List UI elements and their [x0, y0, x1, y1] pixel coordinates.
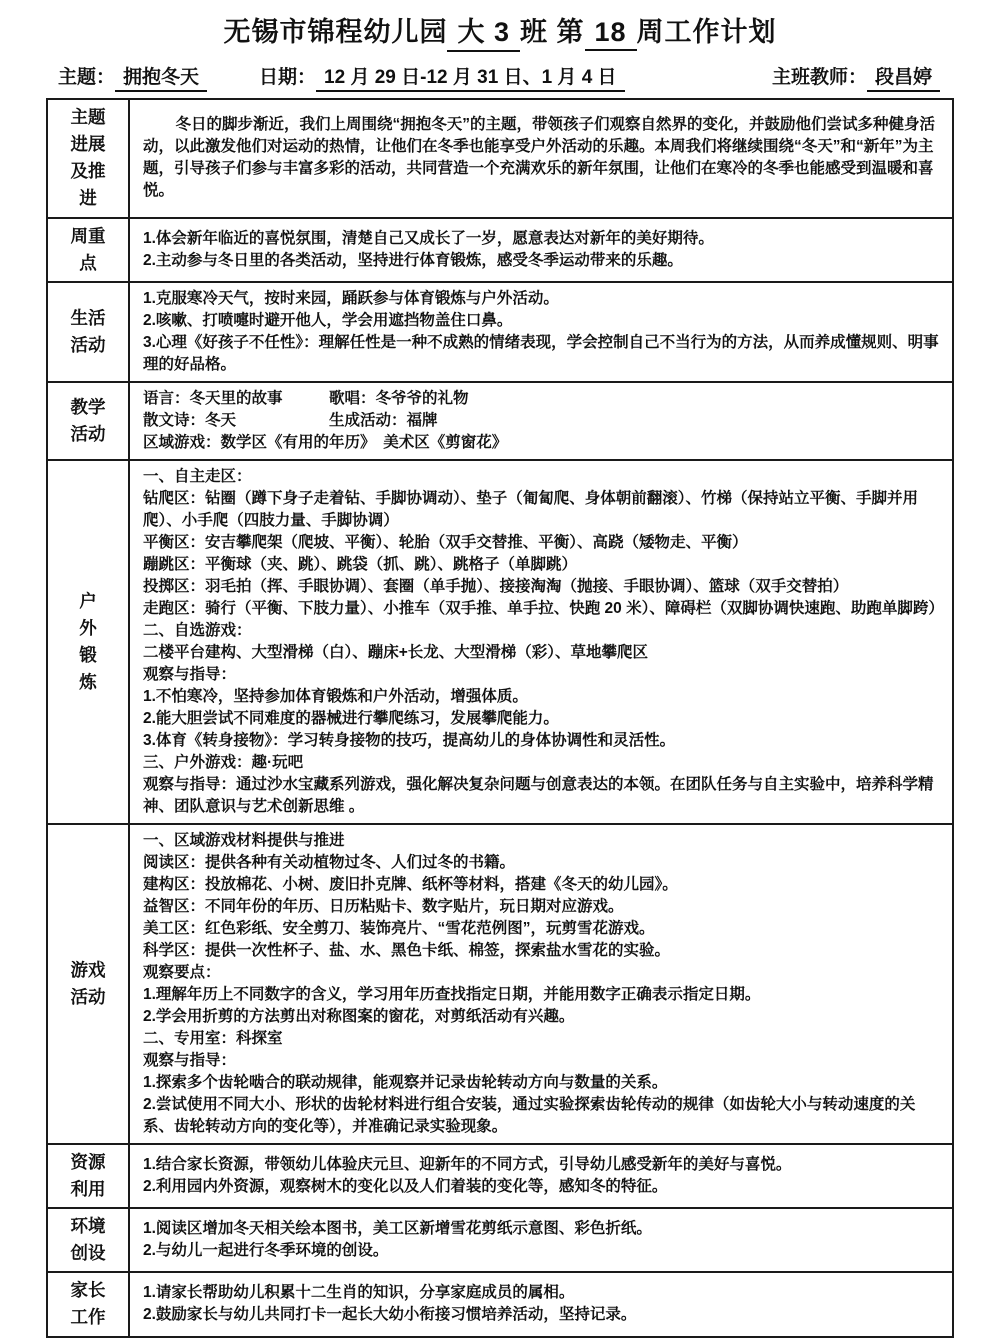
table-row: [47, 382, 953, 460]
table-row: [47, 282, 953, 382]
content-paragraph: 投掷区：羽毛拍（挥、手眼协调）、套圈（单手抛）、接接淘淘（抛接、手眼协调）、篮球（双手交替拍）: [143, 577, 849, 595]
content-paragraph: 2.与幼儿一起进行冬季环境的创设。: [143, 1242, 389, 1260]
content-paragraph: 钻爬区：钻圈（蹲下身子走着钻、手脚协调动）、垫子（匍匐爬、身体朝前翻滚）、竹梯（保持站立平衡、手脚并用爬）、小手爬（四肢力量、手脚协调）: [143, 489, 919, 529]
table-row: [47, 1272, 953, 1336]
content-paragraph: 2.尝试使用不同大小、形状的齿轮材料进行组合安装，通过实验探索齿轮传动的规律（如齿轮大小与转动速度的关系、齿轮转动方向的变化等），并准确记录实验现象。: [143, 1095, 916, 1135]
title-mid: 班 第: [519, 17, 585, 47]
content-paragraph: 二、专用室：科探室: [143, 1029, 283, 1047]
content-paragraph: 走跑区：骑行（平衡、下肢力量）、小推车（双手推、单手拉、快跑 20 米）、障碍栏（双脚协调快速跑、助跑单脚跨）: [143, 599, 944, 617]
content-paragraph: 益智区：不同年份的年历、日历粘贴卡、数字贴片，玩日期对应游戏。: [143, 897, 624, 915]
meta-header: [0, 62, 1000, 98]
content-paragraph: 一、自主走区：: [143, 467, 252, 485]
content-paragraph: 1.探索多个齿轮啮合的联动规律，能观察并记录齿轮转动方向与数量的关系。: [143, 1073, 668, 1091]
content-paragraph: 语言：冬天里的故事 歌唱：冬爷爷的礼物: [143, 389, 469, 407]
content-paragraph: 观察与指导：通过沙水宝藏系列游戏，强化解决复杂问题与创意表达的本领。在团队任务与自主实验中，培养科学精神、团队意识与艺术创新思维 。: [143, 775, 934, 815]
content-paragraph: 二楼平台建构、大型滑梯（白）、蹦床+长龙、大型滑梯（彩）、草地攀爬区: [143, 643, 649, 661]
row-label: 家长 工作: [47, 1272, 129, 1336]
content-paragraph: 平衡区：安吉攀爬架（爬坡、平衡）、轮胎（双手交替推、平衡）、高跷（矮物走、平衡）: [143, 533, 748, 551]
plan-table-body: [47, 99, 953, 1337]
page-title: [0, 10, 1000, 52]
table-row: [47, 1144, 953, 1208]
theme-value: 拥抱冬天: [115, 62, 207, 92]
date-value: 12 月 29 日-12 月 31 日、1 月 4 日: [316, 62, 625, 92]
row-label: 生活 活动: [47, 282, 129, 382]
theme-field: [58, 62, 207, 92]
row-content: [129, 99, 953, 218]
content-paragraph: 观察与指导：: [143, 1051, 237, 1069]
title-class-name: 大 3: [447, 10, 520, 52]
row-content: [129, 1208, 953, 1272]
row-label: 周重 点: [47, 218, 129, 282]
content-paragraph: 3.心理《好孩子不任性》：理解任性是一种不成熟的情绪表现，学会控制自己不当行为的方法，从而养成懂规则、明事理的好品格。: [143, 333, 939, 373]
theme-label: 主题：: [58, 67, 116, 88]
table-row: [47, 218, 953, 282]
row-label: 户 外 锻 炼: [47, 460, 129, 824]
title-suffix: 周工作计划: [636, 17, 777, 47]
content-paragraph: 3.体育《转身接物》：学习转身接物的技巧，提高幼儿的身体协调性和灵活性。: [143, 731, 676, 749]
row-label: 游戏 活动: [47, 824, 129, 1144]
row-content: [129, 460, 953, 824]
content-paragraph: 观察与指导：: [143, 665, 237, 683]
row-content: [129, 824, 953, 1144]
teacher-label: 主班教师：: [771, 67, 867, 88]
content-paragraph: 2.利用园内外资源，观察树木的变化以及人们着装的变化等，感知冬的特征。: [143, 1177, 668, 1195]
row-content: [129, 218, 953, 282]
content-paragraph: 蹦跳区：平衡球（夹、跳）、跳袋（抓、跳）、跳格子（单脚跳）: [143, 555, 578, 573]
row-content: [129, 1144, 953, 1208]
table-row: [47, 824, 953, 1144]
content-paragraph: 1.不怕寒冷，坚持参加体育锻炼和户外活动，增强体质。: [143, 687, 528, 705]
row-label: 主题 进展 及推 进: [47, 99, 129, 218]
content-paragraph: 科学区：提供一次性杯子、盐、水、黑色卡纸、棉签，探索盐水雪花的实验。: [143, 941, 671, 959]
content-paragraph: 1.结合家长资源，带领幼儿体验庆元旦、迎新年的不同方式，引导幼儿感受新年的美好与喜悦。: [143, 1155, 792, 1173]
content-paragraph: 散文诗：冬天 生成活动：福牌: [143, 411, 438, 429]
content-paragraph: 二、自选游戏：: [143, 621, 252, 639]
table-row: [47, 1208, 953, 1272]
content-paragraph: 1.阅读区增加冬天相关绘本图书，美工区新增雪花剪纸示意图、彩色折纸。: [143, 1220, 652, 1238]
content-paragraph: 1.理解年历上不同数字的含义，学习用年历查找指定日期，并能用数字正确表示指定日期。: [143, 985, 761, 1003]
row-content: [129, 382, 953, 460]
content-paragraph: 2.主动参与冬日里的各类活动，坚持进行体育锻炼，感受冬季运动带来的乐趣。: [143, 251, 683, 269]
content-paragraph: 2.学会用折剪的方法剪出对称图案的窗花，对剪纸活动有兴趣。: [143, 1007, 575, 1025]
content-paragraph: 2.鼓励家长与幼儿共同打卡一起长大幼小衔接习惯培养活动，坚持记录。: [143, 1306, 637, 1324]
row-content: [129, 1272, 953, 1336]
content-paragraph: 区域游戏：数学区《有用的年历》 美术区《剪窗花》: [143, 433, 508, 451]
content-paragraph: 一、区域游戏材料提供与推进: [143, 831, 345, 849]
content-paragraph: 三、户外游戏：趣·玩吧: [143, 753, 304, 771]
title-week-number: 18: [585, 17, 637, 51]
date-label: 日期：: [259, 67, 317, 88]
content-paragraph: 1.克服寒冷天气，按时来园，踊跃参与体育锻炼与户外活动。: [143, 289, 559, 307]
table-row: [47, 99, 953, 218]
content-paragraph: 1.请家长帮助幼儿积累十二生肖的知识，分享家庭成员的属相。: [143, 1284, 575, 1302]
row-content: [129, 282, 953, 382]
content-paragraph: 冬日的脚步渐近，我们上周围绕“拥抱冬天”的主题，带领孩子们观察自然界的变化，并鼓励他们尝试多种健身活动，以此激发他们对运动的热情，让他们在冬季也能享受户外活动的乐趣。本周我们将继续围绕“冬天”和“新年”为主题，引导孩子们参与丰富多彩的活动，共同营造一个充满欢乐的新年氛围，让他们在寒冷的冬季也能感受到温暖和喜悦。: [143, 116, 936, 200]
row-label: 环境 创设: [47, 1208, 129, 1272]
title-school-name: 无锡市锦程幼儿园: [223, 17, 448, 47]
content-paragraph: 建构区：投放棉花、小树、废旧扑克牌、纸杯等材料，搭建《冬天的幼儿园》。: [143, 875, 678, 893]
row-label: 资源 利用: [47, 1144, 129, 1208]
date-field: [259, 62, 625, 92]
plan-table: [46, 98, 954, 1338]
table-row: [47, 460, 953, 824]
content-paragraph: 阅读区：提供各种有关动植物过冬、人们过冬的书籍。: [143, 853, 516, 871]
content-paragraph: 美工区：红色彩纸、安全剪刀、装饰亮片、“雪花范例图”，玩剪雪花游戏。: [143, 919, 655, 937]
content-paragraph: 1.体会新年临近的喜悦氛围，清楚自己又成长了一岁，愿意表达对新年的美好期待。: [143, 229, 714, 247]
content-paragraph: 观察要点：: [143, 963, 221, 981]
teacher-value: 段昌婷: [867, 62, 940, 92]
teacher-field: [772, 62, 940, 92]
content-paragraph: 2.能大胆尝试不同难度的器械进行攀爬练习，发展攀爬能力。: [143, 709, 559, 727]
row-label: 教学 活动: [47, 382, 129, 460]
content-paragraph: 2.咳嗽、打喷嚏时避开他人，学会用遮挡物盖住口鼻。: [143, 311, 513, 329]
